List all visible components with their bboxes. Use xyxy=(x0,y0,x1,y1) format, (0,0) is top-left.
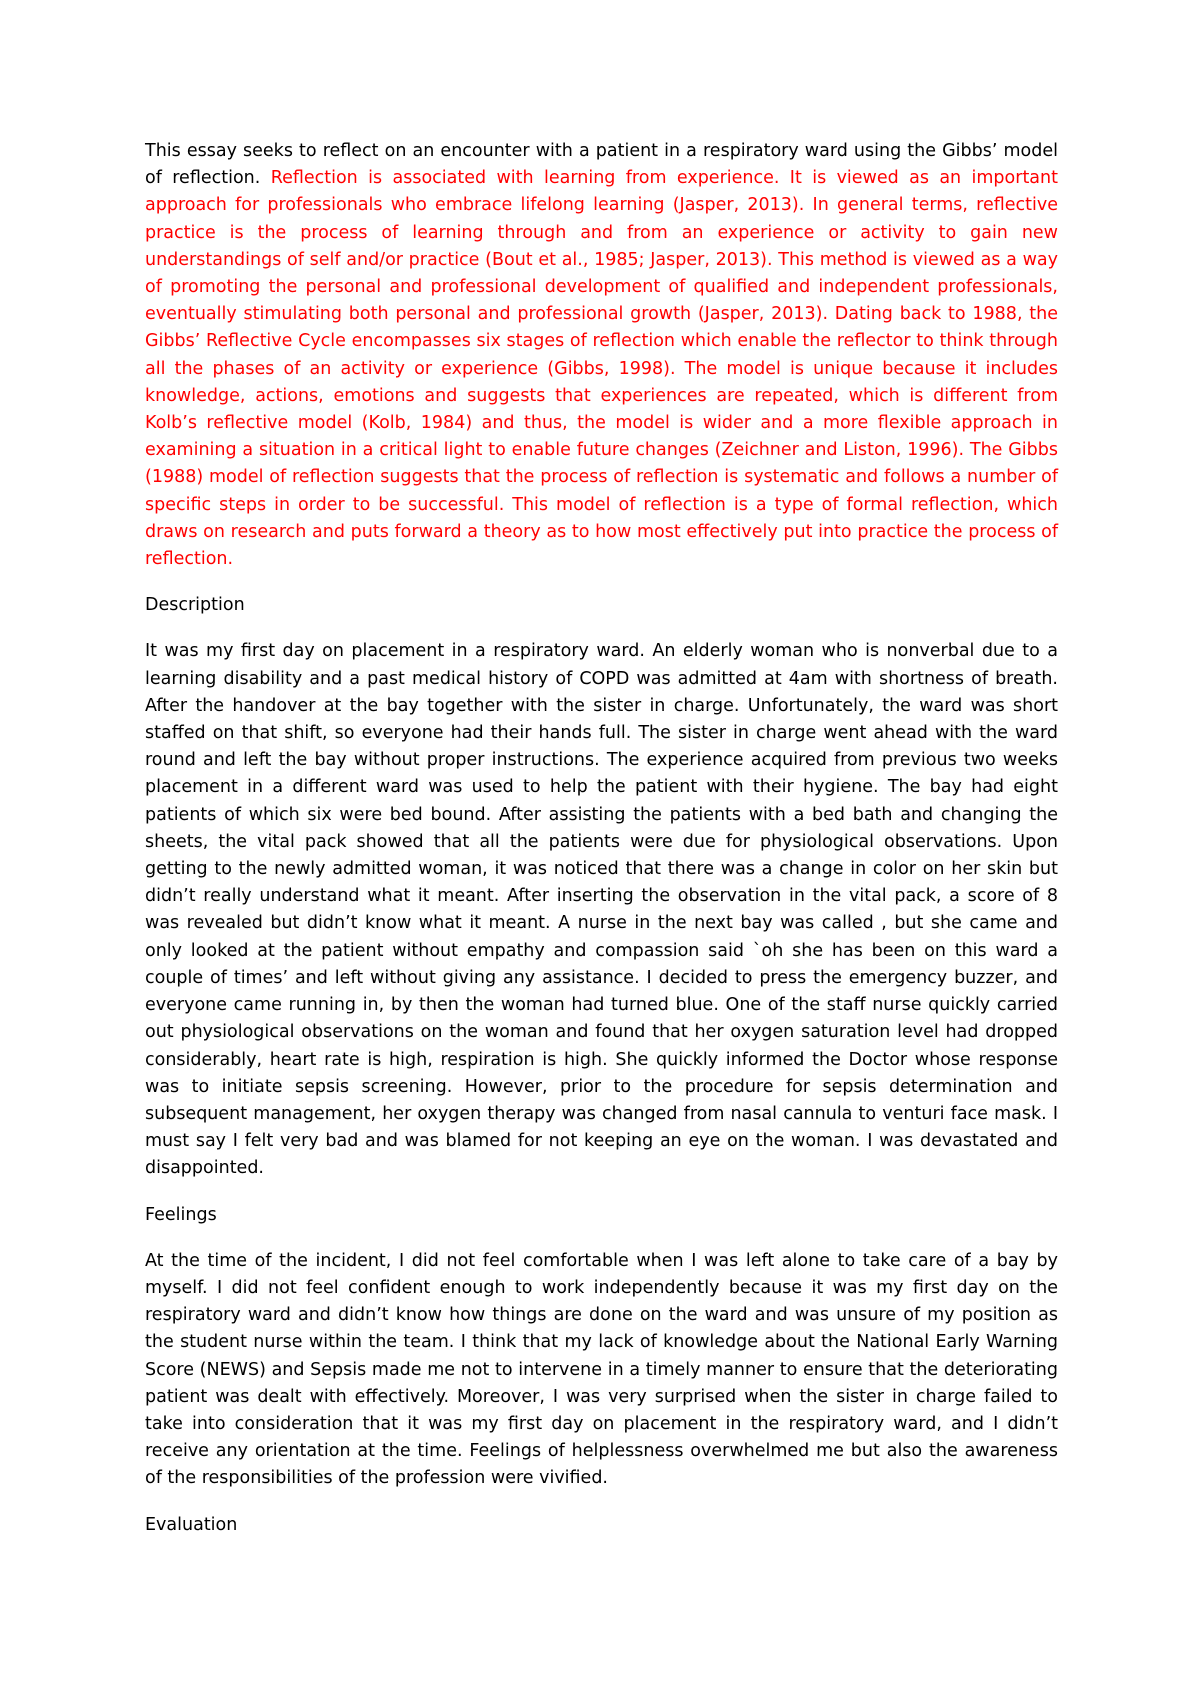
intro-black-text: This essay seeks to reflect on an encounter with a patient in a respiratory ward using the Gibbs’ model of reflection. xyxy=(145,141,1058,189)
description-heading: Description xyxy=(145,595,245,616)
spacer xyxy=(145,1493,1058,1512)
document-content xyxy=(145,138,1058,1539)
feelings-paragraph: At the time of the incident, I did not feel comfortable when I was left alone to take care of a bay by myself. I did not feel confident enough to work independently because it was my first day on the respiratory ward and didn’t know how things are done on the ward and was unsure of my position as the student nurse within the team. I think that my lack of knowledge about the National Early Warning Score (NEWS) and Sepsis made me not to intervene in a timely manner to ensure that the deteriorating patient was dealt with effectively. Moreover, I was very surprised when the sister in charge failed to take into consideration that it was my first day on placement in the respiratory ward, and I didn’t receive any orientation at the time. Feelings of helplessness overwhelmed me but also the awareness of the responsibilities of the profession were vivified. xyxy=(145,1250,1058,1489)
spacer xyxy=(145,1183,1058,1202)
spacer xyxy=(145,1229,1058,1248)
intro-paragraph xyxy=(145,138,1058,573)
evaluation-heading: Evaluation xyxy=(145,1514,238,1535)
intro-red-text: Reflection is associated with learning from experience. It is viewed as an important approach for professionals who embrace lifelong learning (Jasper, 2013). In general terms, reflective practice is the process of learning through and from an experience or activity to gain new understandings of self and/or practice (Bout et al., 1985; Jasper, 2013). This method is viewed as a way of promoting the personal and professional development of qualified and independent professionals, eventually stimulating both personal and professional growth (Jasper, 2013). Dating back to 1988, the Gibbs’ Reflective Cycle encompasses six stages of reflection which enable the reflector to think through all the phases of an activity or experience (Gibbs, 1998). The model is unique because it includes knowledge, actions, emotions and suggests that experiences are repeated, which is different from Kolb’s reflective model (Kolb, 1984) and thus, the model is wider and a more flexible approach in examining a situation in a critical light to enable future changes (Zeichner and Liston, 1996). The Gibbs (1988) model of reflection suggests that the process of reflection is systematic and follows a number of specific steps in order to be successful. This model of reflection is a type of formal reflection, which draws on research and puts forward a theory as to how most effectively put into practice the process of reflection. xyxy=(145,168,1058,570)
feelings-heading: Feelings xyxy=(145,1204,217,1225)
description-paragraph: It was my first day on placement in a respiratory ward. An elderly woman who is nonverbal due to a learning disability and a past medical history of COPD was admitted at 4am with shortness of breath. After the handover at the bay together with the sister in charge. Unfortunately, the ward was short staffed on that shift, so everyone had their hands full. The sister in charge went ahead with the ward round and left the bay without proper instructions. The experience acquired from previous two weeks placement in a different ward was used to help the patient with their hygiene. The bay had eight patients of which six were bed bound. After assisting the patients with a bed bath and changing the sheets, the vital pack showed that all the patients were due for physiological observations. Upon getting to the newly admitted woman, it was noticed that there was a change in color on her skin but didn’t really understand what it meant. After inserting the observation in the vital pack, a score of 8 was revealed but didn’t know what it meant. A nurse in the next bay was called , but she came and only looked at the patient without empathy and compassion said `oh she has been on this ward a couple of times’ and left without giving any assistance. I decided to press the emergency buzzer, and everyone came running in, by then the woman had turned blue. One of the staff nurse quickly carried out physiological observations on the woman and found that her oxygen saturation level had dropped considerably, heart rate is high, respiration is high. She quickly informed the Doctor whose response was to initiate sepsis screening. However, prior to the procedure for sepsis determination and subsequent management, her oxygen therapy was changed from nasal cannula to venturi face mask. I must say I felt very bad and was blamed for not keeping an eye on the woman. I was devastated and disappointed. xyxy=(145,641,1058,1179)
spacer xyxy=(145,573,1058,592)
spacer xyxy=(145,619,1058,638)
